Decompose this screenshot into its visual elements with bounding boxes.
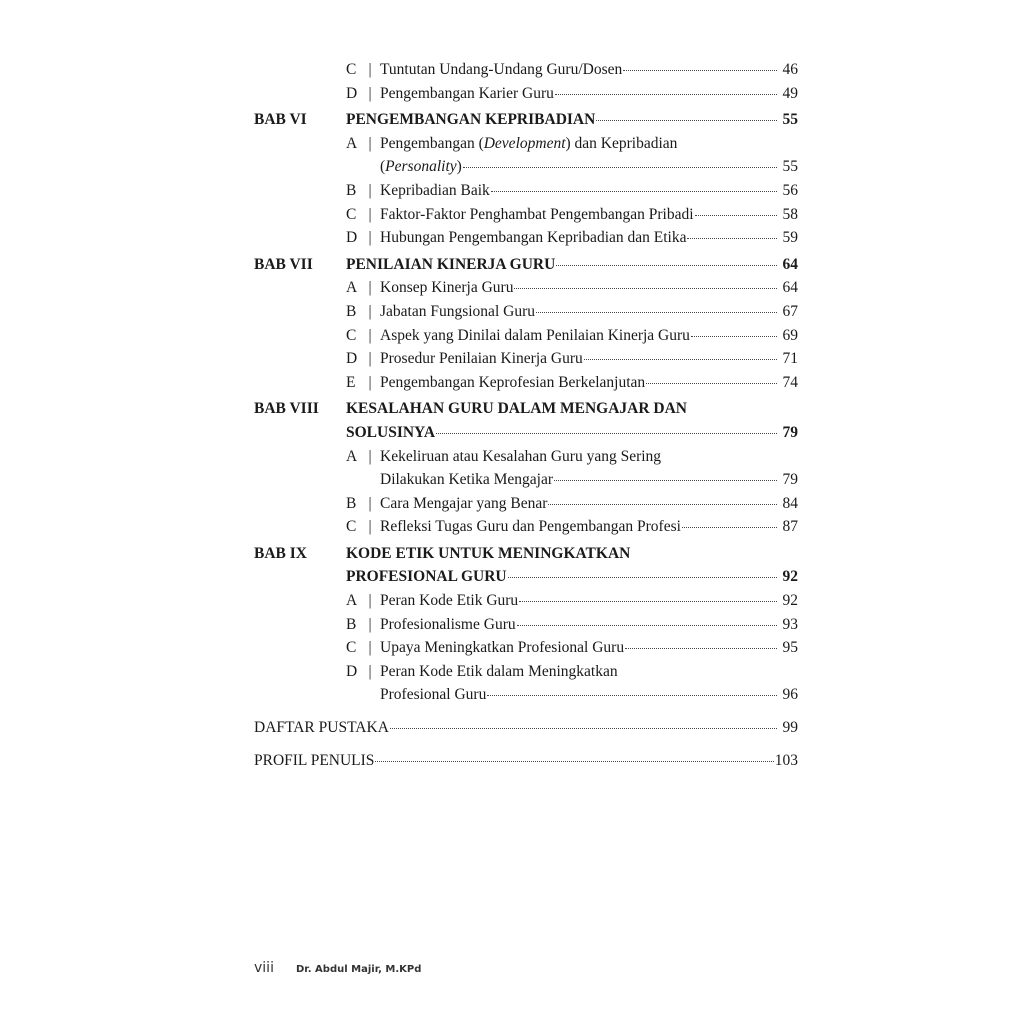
toc-chapter — [254, 58, 798, 105]
chapter-title: PENILAIAN KINERJA GURU — [346, 255, 556, 273]
dot-leader — [646, 382, 777, 384]
item-title: Konsep Kinerja Guru — [380, 279, 514, 297]
item-body — [380, 371, 798, 395]
page-ref: 64 — [782, 279, 798, 297]
toc-line — [380, 132, 798, 156]
item-body — [380, 492, 798, 516]
item-title: Peran Kode Etik Guru — [380, 592, 519, 610]
page-ref: 87 — [782, 518, 798, 536]
item-title: (Personality) — [380, 158, 462, 176]
item-title: Jabatan Fungsional Guru — [380, 302, 535, 320]
item-body — [380, 132, 798, 179]
item-title: Tuntutan Undang-Undang Guru/Dosen — [380, 61, 623, 78]
chapter-label: BAB VII — [254, 255, 313, 273]
item-body — [380, 203, 798, 227]
chapter-body — [346, 542, 798, 707]
chapter-label: BAB VI — [254, 111, 307, 129]
toc-line — [380, 371, 798, 395]
item-body — [380, 226, 798, 250]
item-letter: C — [346, 205, 357, 223]
item-letter: C — [346, 639, 357, 657]
item-title: Dilakukan Ketika Mengajar — [380, 471, 554, 489]
item-separator: | — [368, 326, 372, 344]
item-title: Kepribadian Baik — [380, 181, 490, 199]
page-ref: 56 — [782, 181, 798, 199]
toc-item — [346, 58, 798, 82]
dot-leader — [556, 264, 777, 266]
toc-line — [346, 421, 798, 445]
toc-item — [346, 371, 798, 395]
item-letter: D — [346, 84, 358, 102]
item-title: Pengembangan (Development) dan Kepribadian — [380, 134, 678, 152]
page-ref: 96 — [782, 686, 798, 704]
toc-line — [380, 155, 798, 179]
item-letter: A — [346, 279, 358, 297]
item-title: Profesionalisme Guru — [380, 615, 516, 633]
chapter-body — [346, 108, 798, 250]
toc-item — [346, 347, 798, 371]
item-separator: | — [368, 662, 372, 680]
item-body — [380, 515, 798, 539]
page-ref: 103 — [774, 751, 798, 769]
toc-back-matter — [254, 716, 798, 740]
item-separator: | — [368, 229, 372, 247]
dot-leader — [536, 311, 777, 313]
chapter-label: BAB VIII — [254, 400, 319, 418]
dot-leader — [584, 358, 777, 360]
chapter-body — [346, 397, 798, 539]
page-ref: 79 — [782, 423, 798, 441]
toc-line — [380, 445, 798, 469]
item-letter: B — [346, 494, 357, 512]
page-footer — [254, 960, 421, 976]
toc-item — [346, 613, 798, 637]
toc-line — [380, 324, 798, 348]
toc-line — [346, 397, 798, 421]
chapter-label: BAB IX — [254, 544, 307, 562]
dot-leader — [514, 287, 777, 289]
item-separator: | — [368, 181, 372, 199]
item-separator: | — [368, 279, 372, 297]
dot-leader — [682, 526, 777, 528]
item-letter: B — [346, 615, 357, 633]
item-title: Profesional Guru — [380, 686, 487, 704]
item-title: Hubungan Pengembangan Kepribadian dan Etika — [380, 229, 687, 247]
toc-item — [346, 179, 798, 203]
dot-leader — [436, 432, 777, 434]
item-separator: | — [368, 639, 372, 657]
item-body — [380, 613, 798, 637]
page-ref: 58 — [782, 205, 798, 223]
dot-leader — [390, 727, 777, 729]
page-ref: 46 — [782, 61, 798, 78]
dot-leader — [625, 647, 777, 649]
item-body — [380, 347, 798, 371]
item-letter: A — [346, 134, 358, 152]
item-separator: | — [368, 84, 372, 102]
item-separator: | — [368, 592, 372, 610]
chapter-body — [346, 253, 798, 395]
item-body — [380, 276, 798, 300]
dot-leader — [623, 69, 777, 71]
dot-leader — [548, 503, 777, 505]
item-title: Prosedur Penilaian Kinerja Guru — [380, 350, 583, 368]
toc-item — [346, 203, 798, 227]
dot-leader — [375, 760, 773, 762]
page-ref: 55 — [782, 111, 798, 129]
item-title: Aspek yang Dinilai dalam Penilaian Kinerja Guru — [380, 326, 690, 344]
item-letter: C — [346, 61, 357, 78]
page-ref: 95 — [782, 639, 798, 657]
page-number: viii — [254, 960, 274, 976]
item-body — [380, 300, 798, 324]
toc-chapter — [254, 253, 798, 395]
item-letter: D — [346, 229, 358, 247]
dot-leader — [491, 190, 777, 192]
page-ref: 93 — [782, 615, 798, 633]
item-separator: | — [368, 518, 372, 536]
item-letter: A — [346, 592, 358, 610]
page-ref: 49 — [782, 84, 798, 102]
item-title: Pengembangan Karier Guru — [380, 84, 554, 102]
page-ref: 55 — [782, 158, 798, 176]
table-of-contents — [254, 58, 798, 772]
page-ref: 69 — [782, 326, 798, 344]
author-name: Dr. Abdul Majir, M.KPd — [295, 964, 422, 975]
toc-item — [346, 515, 798, 539]
dot-leader — [554, 479, 777, 481]
item-body — [380, 58, 798, 82]
toc-line — [346, 565, 798, 589]
toc-line — [380, 58, 798, 82]
item-title: Cara Mengajar yang Benar — [380, 494, 548, 512]
item-separator: | — [368, 61, 372, 78]
dot-leader — [687, 237, 777, 239]
dot-leader — [691, 335, 777, 337]
item-letter: E — [346, 373, 356, 391]
page-ref: 92 — [782, 592, 798, 610]
toc-line — [380, 82, 798, 106]
toc-line — [346, 108, 798, 132]
dot-leader — [596, 119, 777, 121]
toc-chapter — [254, 397, 798, 539]
toc-line — [380, 613, 798, 637]
item-letter: A — [346, 447, 358, 465]
item-letter: D — [346, 662, 358, 680]
toc-line — [380, 203, 798, 227]
page-ref: 64 — [782, 255, 798, 273]
item-separator: | — [368, 494, 372, 512]
dot-leader — [517, 624, 777, 626]
dot-leader — [695, 214, 777, 216]
item-body — [380, 589, 798, 613]
item-letter: D — [346, 350, 358, 368]
item-letter: B — [346, 181, 357, 199]
page-ref: 99 — [782, 719, 798, 737]
toc-item — [346, 276, 798, 300]
toc-item — [346, 132, 798, 179]
item-title: Kekeliruan atau Kesalahan Guru yang Sering — [380, 447, 662, 465]
page-ref: 79 — [782, 471, 798, 489]
item-separator: | — [368, 350, 372, 368]
item-letter: C — [346, 518, 357, 536]
page-ref: 59 — [782, 229, 798, 247]
chapter-title: KODE ETIK UNTUK MENINGKATKAN — [346, 544, 631, 562]
page-ref: 74 — [782, 373, 798, 391]
toc-line — [380, 468, 798, 492]
item-separator: | — [368, 302, 372, 320]
dot-leader — [519, 600, 777, 602]
item-separator: | — [368, 373, 372, 391]
page-ref: 84 — [782, 494, 798, 512]
toc-chapter — [254, 542, 798, 707]
toc-line — [380, 276, 798, 300]
toc-back-matter — [254, 749, 798, 773]
toc-item — [346, 636, 798, 660]
toc-line — [380, 636, 798, 660]
item-body — [380, 445, 798, 492]
item-separator: | — [368, 615, 372, 633]
toc-item — [346, 445, 798, 492]
toc-item — [346, 589, 798, 613]
item-body — [380, 636, 798, 660]
item-body — [380, 179, 798, 203]
toc-item — [346, 226, 798, 250]
item-title: Upaya Meningkatkan Profesional Guru — [380, 639, 625, 657]
toc-item — [346, 660, 798, 707]
item-body — [380, 660, 798, 707]
dot-leader — [508, 576, 777, 578]
item-letter: C — [346, 326, 357, 344]
item-body — [380, 82, 798, 106]
chapter-title: PENGEMBANGAN KEPRIBADIAN — [346, 111, 596, 129]
toc-line — [380, 226, 798, 250]
back-matter-title: DAFTAR PUSTAKA — [254, 719, 389, 737]
page-ref: 67 — [782, 302, 798, 320]
item-title: Faktor-Faktor Penghambat Pengembangan Pribadi — [380, 205, 694, 223]
chapter-title: SOLUSINYA — [346, 423, 436, 441]
chapter-title: PROFESIONAL GURU — [346, 568, 507, 586]
back-matter-title: PROFIL PENULIS — [254, 751, 375, 769]
chapter-title: KESALAHAN GURU DALAM MENGAJAR DAN — [346, 400, 687, 418]
dot-leader — [555, 93, 777, 95]
item-letter: B — [346, 302, 357, 320]
dot-leader — [463, 166, 777, 168]
toc-line — [380, 683, 798, 707]
toc-item — [346, 82, 798, 106]
item-separator: | — [368, 205, 372, 223]
toc-line — [380, 179, 798, 203]
toc-line — [346, 542, 798, 566]
item-title: Peran Kode Etik dalam Meningkatkan — [380, 662, 618, 680]
dot-leader — [487, 694, 777, 696]
toc-line — [346, 253, 798, 277]
toc-item — [346, 324, 798, 348]
item-separator: | — [368, 447, 372, 465]
item-separator: | — [368, 134, 372, 152]
toc-line — [380, 515, 798, 539]
toc-line — [380, 492, 798, 516]
page-ref: 92 — [782, 568, 798, 586]
toc-line — [380, 347, 798, 371]
item-body — [380, 324, 798, 348]
chapter-body — [346, 58, 798, 105]
page-ref: 71 — [782, 350, 798, 368]
toc-line — [380, 660, 798, 684]
toc-item — [346, 300, 798, 324]
toc-line — [380, 589, 798, 613]
item-title: Pengembangan Keprofesian Berkelanjutan — [380, 373, 646, 391]
toc-chapter — [254, 108, 798, 250]
item-title: Refleksi Tugas Guru dan Pengembangan Profesi — [380, 518, 681, 536]
toc-line — [380, 300, 798, 324]
chapter-label — [254, 58, 346, 105]
toc-item — [346, 492, 798, 516]
